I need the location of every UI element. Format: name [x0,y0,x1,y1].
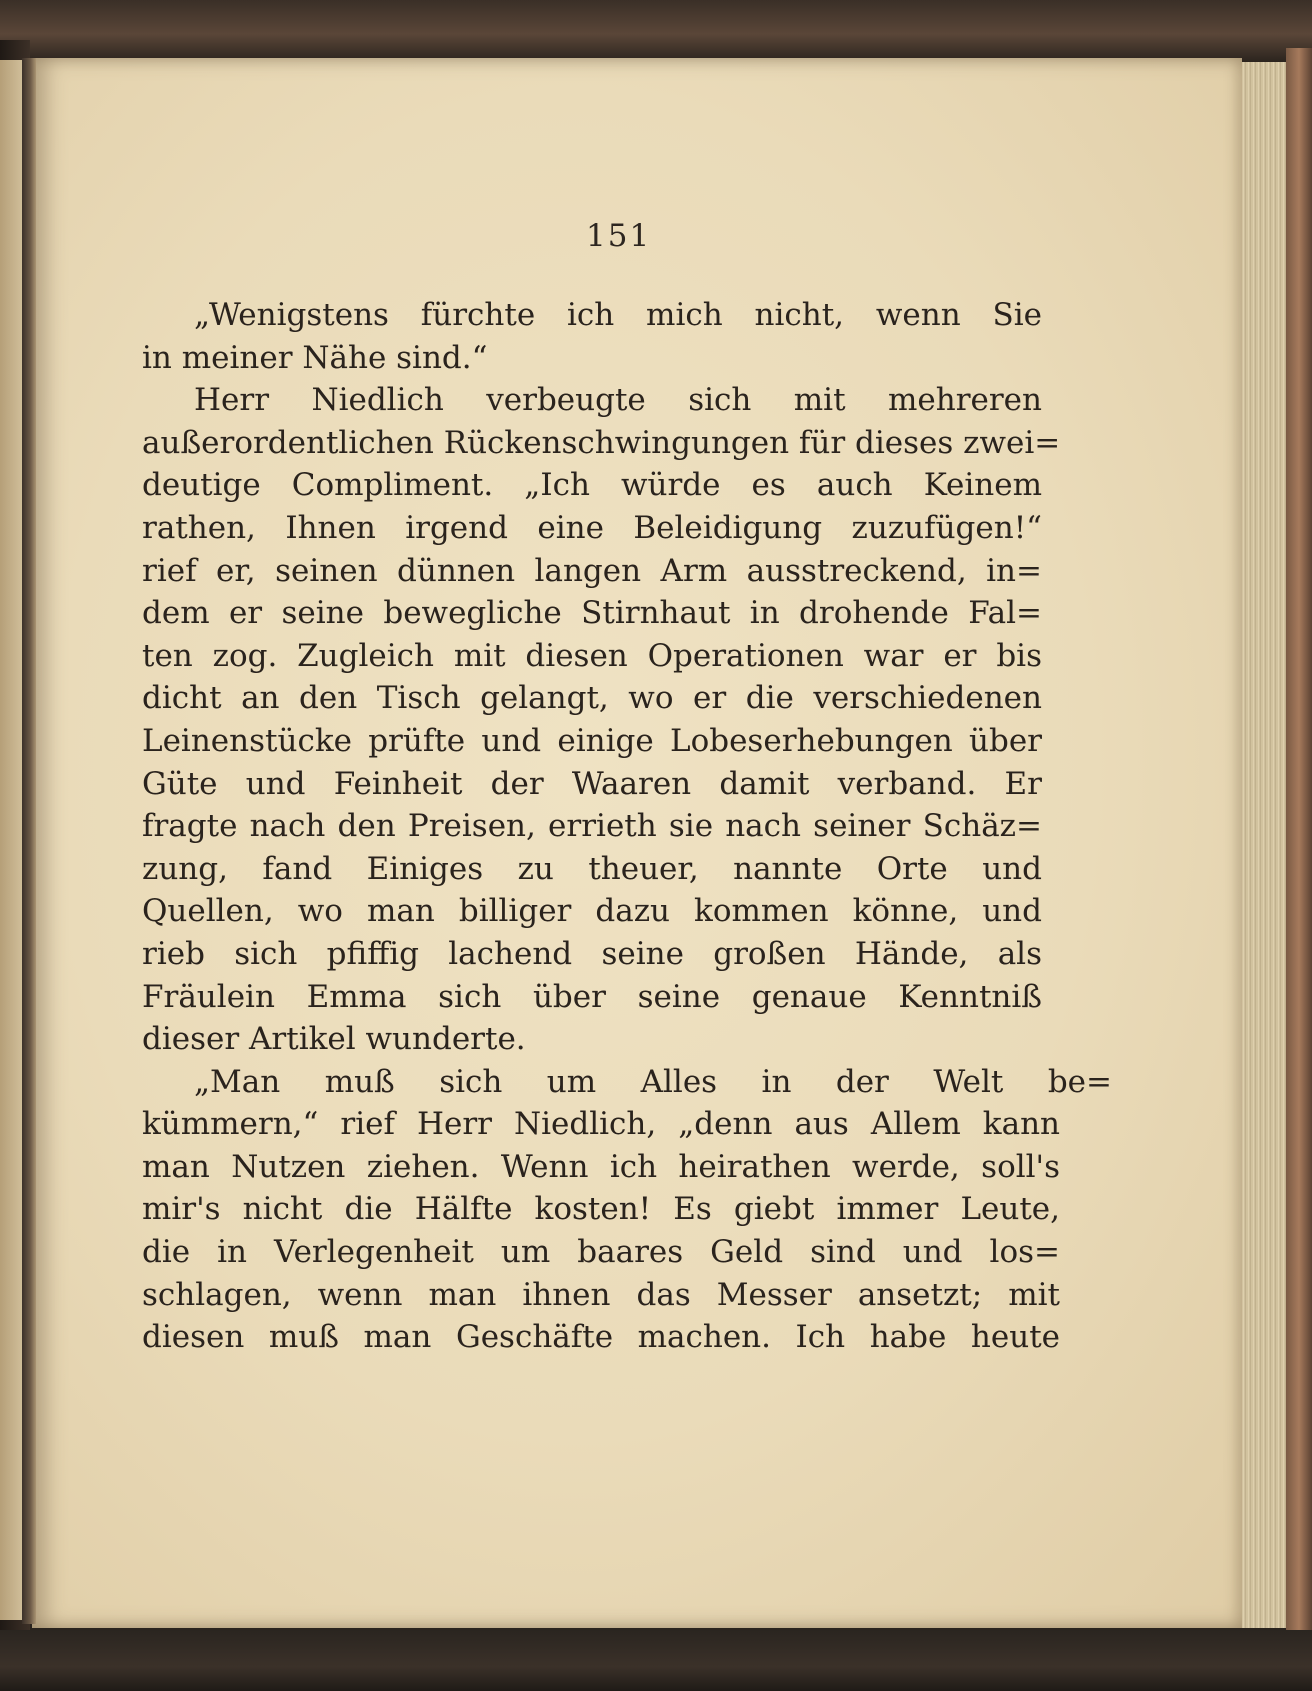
text-line: ten zog. Zugleich mit diesen Operationen war er bis [142,637,1042,674]
page-number: 151 [586,218,652,254]
text-line: rathen, Ihnen irgend eine Beleidigung zuzufügen!“ [142,509,1042,546]
text-line: Herr Niedlich verbeugte sich mit mehreren [194,382,1042,419]
text-line: kümmern,“ rief Herr Niedlich, „denn aus Allem kann [142,1106,1060,1143]
text-line: dicht an den Tisch gelangt, wo er die verschiedenen [142,680,1042,717]
text-line: man Nutzen ziehen. Wenn ich heirathen werde, soll's [142,1148,1060,1185]
page-text [142,294,1112,1359]
text-line: in meiner Nähe sind.“ [142,339,488,376]
text-line: mir's nicht die Hälfte kosten! Es giebt immer Leute, [142,1191,1060,1228]
book-cover-top [0,0,1312,62]
text-line: zung, fand Einiges zu theuer, nannte Orte und [142,850,1042,887]
text-line: deutige Compliment. „Ich würde es auch Keinem [142,467,1042,504]
text-line: diesen muß man Geschäfte machen. Ich habe heute [142,1319,1060,1356]
text-line: schlagen, wenn man ihnen das Messer ansetzt; mit [142,1276,1060,1313]
text-line: außerordentlichen Rückenschwingungen für dieses zwei= [142,424,1061,461]
text-line: „Man muß sich um Alles in der Welt be= [194,1063,1112,1100]
book-cover-bottom [0,1630,1312,1691]
text-line: „Wenigstens fürchte ich mich nicht, wenn Sie [194,297,1042,333]
text-line: Güte und Feinheit der Waaren damit verband. Er [142,765,1042,802]
text-line: fragte nach den Preisen, errieth sie nach seiner Schäz= [142,808,1042,845]
text-line: Fräulein Emma sich über seine genaue Kenntniß [142,978,1042,1015]
text-line: dem er seine bewegliche Stirnhaut in drohende Fal= [142,595,1042,632]
book-cover-right [1286,48,1312,1638]
text-line: rieb sich pfiffig lachend seine großen Hände, als [142,935,1042,972]
page-gutter [22,58,36,1624]
text-line: die in Verlegenheit um baares Geld sind und los= [142,1234,1060,1271]
text-line: dieser Artikel wunderte. [142,1021,526,1058]
text-line: Leinenstücke prüfte und einige Lobeserhebungen über [142,722,1042,759]
text-line: Quellen, wo man billiger dazu kommen könne, und [142,893,1042,930]
text-line: rief er, seinen dünnen langen Arm ausstreckend, in= [142,552,1042,589]
